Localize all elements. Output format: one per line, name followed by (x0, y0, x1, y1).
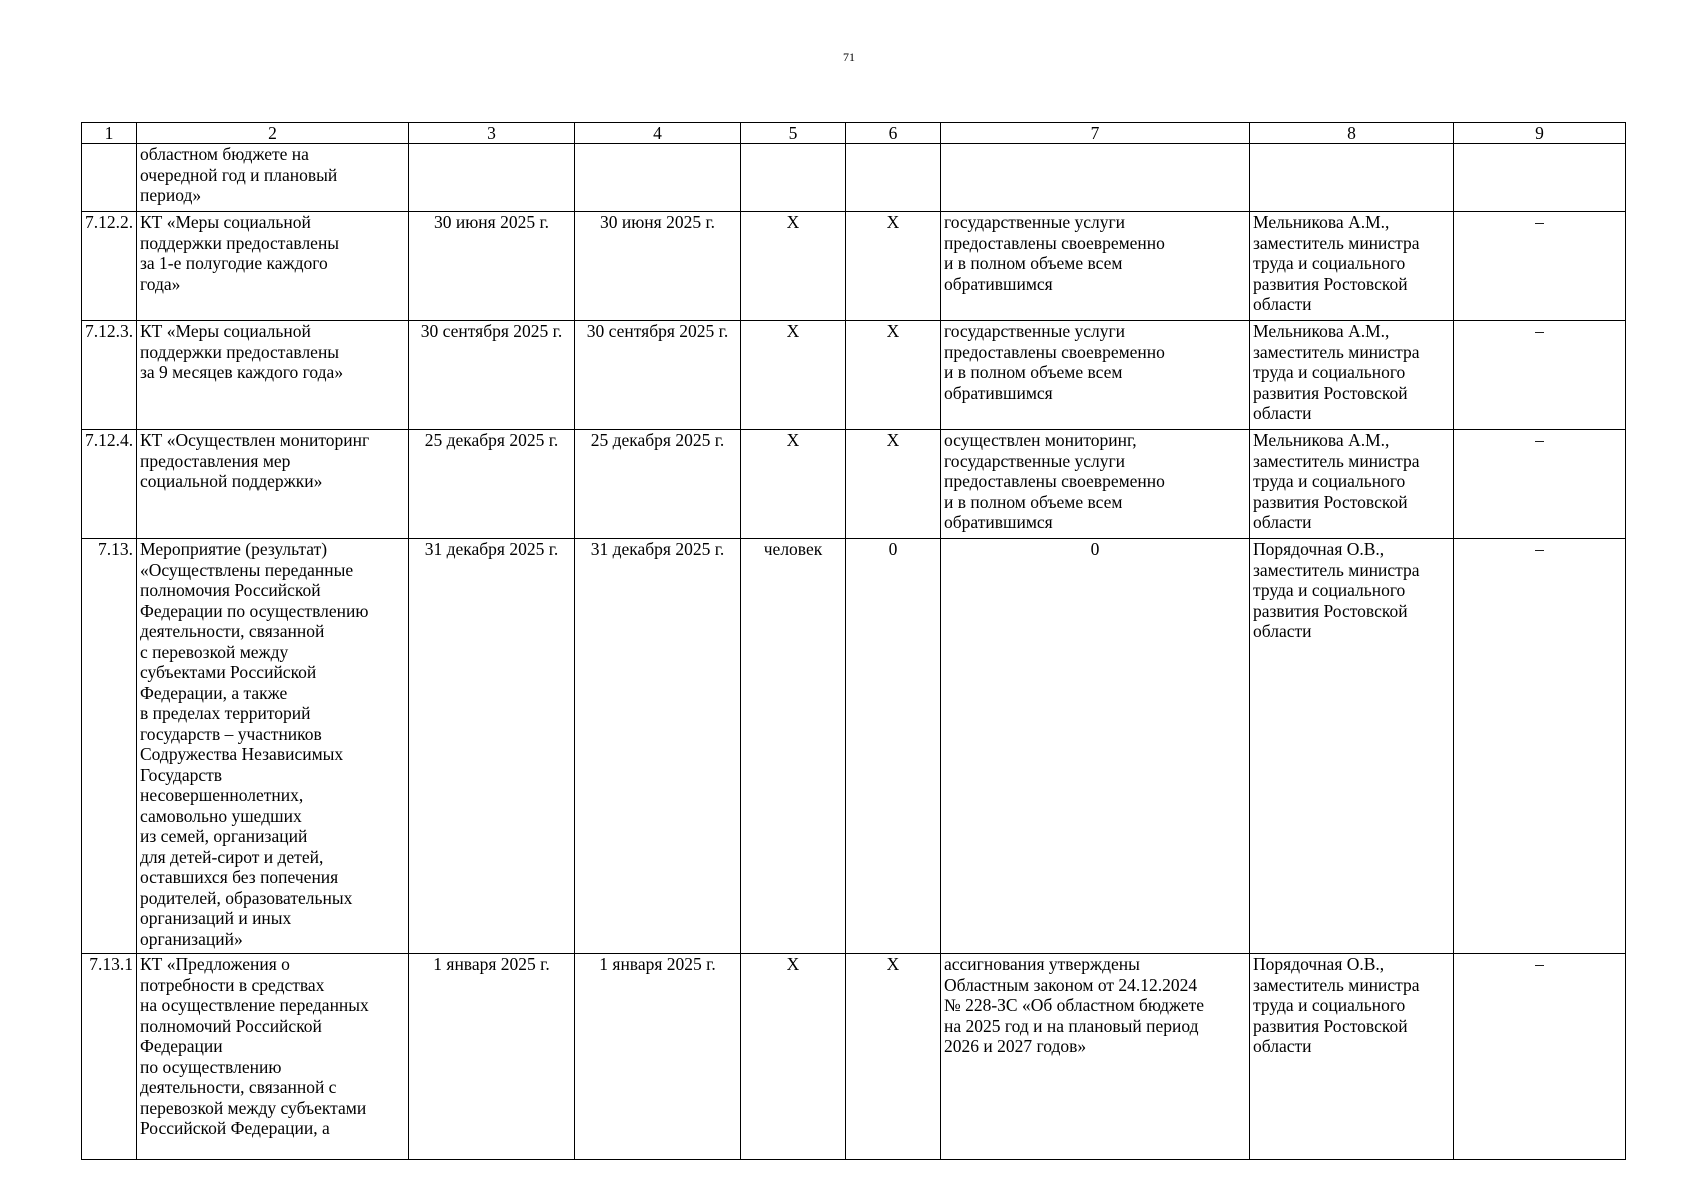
row-name: КТ «Меры социальной поддержки предоставлены за 9 месяцев каждого года» (137, 321, 409, 430)
row-start-date: 30 июня 2025 г. (409, 212, 575, 321)
row-info: – (1454, 954, 1626, 1160)
header-cell: 7 (941, 123, 1250, 144)
row-end-date (575, 144, 741, 212)
row-description: ассигнования утверждены Областным законом от 24.12.2024 № 228-ЗС «Об областном бюджете на 2025 год и на плановый период 2026 и 2027 годов» (941, 954, 1250, 1160)
row-description: 0 (941, 539, 1250, 954)
row-number: 7.12.4. (82, 430, 137, 539)
header-cell: 6 (846, 123, 941, 144)
row-description: государственные услуги предоставлены своевременно и в полном объеме всем обратившимся (941, 321, 1250, 430)
row-description (941, 144, 1250, 212)
table-row (82, 430, 1626, 539)
row-number: 7.13.1 (82, 954, 137, 1160)
table-row (82, 144, 1626, 212)
row-start-date: 31 декабря 2025 г. (409, 539, 575, 954)
row-responsible: Мельникова А.М., заместитель министра труда и социального развития Ростовской области (1250, 430, 1454, 539)
row-value (846, 144, 941, 212)
row-value: Х (846, 954, 941, 1160)
row-start-date: 30 сентября 2025 г. (409, 321, 575, 430)
row-responsible: Порядочная О.В., заместитель министра труда и социального развития Ростовской области (1250, 954, 1454, 1160)
row-name: КТ «Предложения о потребности в средствах на осуществление переданных полномочий Российской Федерации по осуществлению деятельности, связанной с перевозкой между субъектами Российской Федерации, а (137, 954, 409, 1160)
header-cell: 8 (1250, 123, 1454, 144)
row-info (1454, 144, 1626, 212)
row-unit: Х (741, 321, 846, 430)
row-start-date (409, 144, 575, 212)
row-info: – (1454, 321, 1626, 430)
row-number: 7.12.2. (82, 212, 137, 321)
row-value: 0 (846, 539, 941, 954)
row-unit (741, 144, 846, 212)
row-name: КТ «Меры социальной поддержки предоставлены за 1-е полугодие каждого года» (137, 212, 409, 321)
table-row (82, 954, 1626, 1160)
row-description: осуществлен мониторинг, государственные услуги предоставлены своевременно и в полном объеме всем обратившимся (941, 430, 1250, 539)
row-unit: Х (741, 954, 846, 1160)
row-value: Х (846, 212, 941, 321)
row-end-date: 30 июня 2025 г. (575, 212, 741, 321)
row-number: 7.13. (82, 539, 137, 954)
header-cell: 2 (137, 123, 409, 144)
page-number: 71 (843, 50, 855, 64)
table-row (82, 539, 1626, 954)
row-unit: Х (741, 212, 846, 321)
row-name: Мероприятие (результат) «Осуществлены переданные полномочия Российской Федерации по осуществлению деятельности, связанной с перевозкой между субъектами Российской Федерации, а также в пределах территорий государств – участников Содружества Независимых Государств несовершеннолетних, самовольно ушедших из семей, организаций для детей-сирот и детей, оставшихся без попечения родителей, образовательных организаций и иных организаций» (137, 539, 409, 954)
row-end-date: 25 декабря 2025 г. (575, 430, 741, 539)
row-value: Х (846, 430, 941, 539)
plan-table (81, 122, 1626, 1160)
row-responsible (1250, 144, 1454, 212)
header-cell: 9 (1454, 123, 1626, 144)
header-cell: 5 (741, 123, 846, 144)
row-info: – (1454, 212, 1626, 321)
row-unit: человек (741, 539, 846, 954)
row-unit: Х (741, 430, 846, 539)
header-cell: 1 (82, 123, 137, 144)
row-end-date: 1 января 2025 г. (575, 954, 741, 1160)
row-number (82, 144, 137, 212)
row-responsible: Мельникова А.М., заместитель министра труда и социального развития Ростовской области (1250, 321, 1454, 430)
row-start-date: 25 декабря 2025 г. (409, 430, 575, 539)
row-info: – (1454, 430, 1626, 539)
row-end-date: 30 сентября 2025 г. (575, 321, 741, 430)
row-name: КТ «Осуществлен мониторинг предоставления мер социальной поддержки» (137, 430, 409, 539)
row-responsible: Мельникова А.М., заместитель министра труда и социального развития Ростовской области (1250, 212, 1454, 321)
header-cell: 4 (575, 123, 741, 144)
row-description: государственные услуги предоставлены своевременно и в полном объеме всем обратившимся (941, 212, 1250, 321)
row-number: 7.12.3. (82, 321, 137, 430)
row-start-date: 1 января 2025 г. (409, 954, 575, 1160)
table-row (82, 212, 1626, 321)
row-name: областном бюджете на очередной год и плановый период» (137, 144, 409, 212)
row-end-date: 31 декабря 2025 г. (575, 539, 741, 954)
row-value: Х (846, 321, 941, 430)
header-cell: 3 (409, 123, 575, 144)
table-header-row (82, 123, 1626, 144)
row-responsible: Порядочная О.В., заместитель министра труда и социального развития Ростовской области (1250, 539, 1454, 954)
row-info: – (1454, 539, 1626, 954)
table-row (82, 321, 1626, 430)
